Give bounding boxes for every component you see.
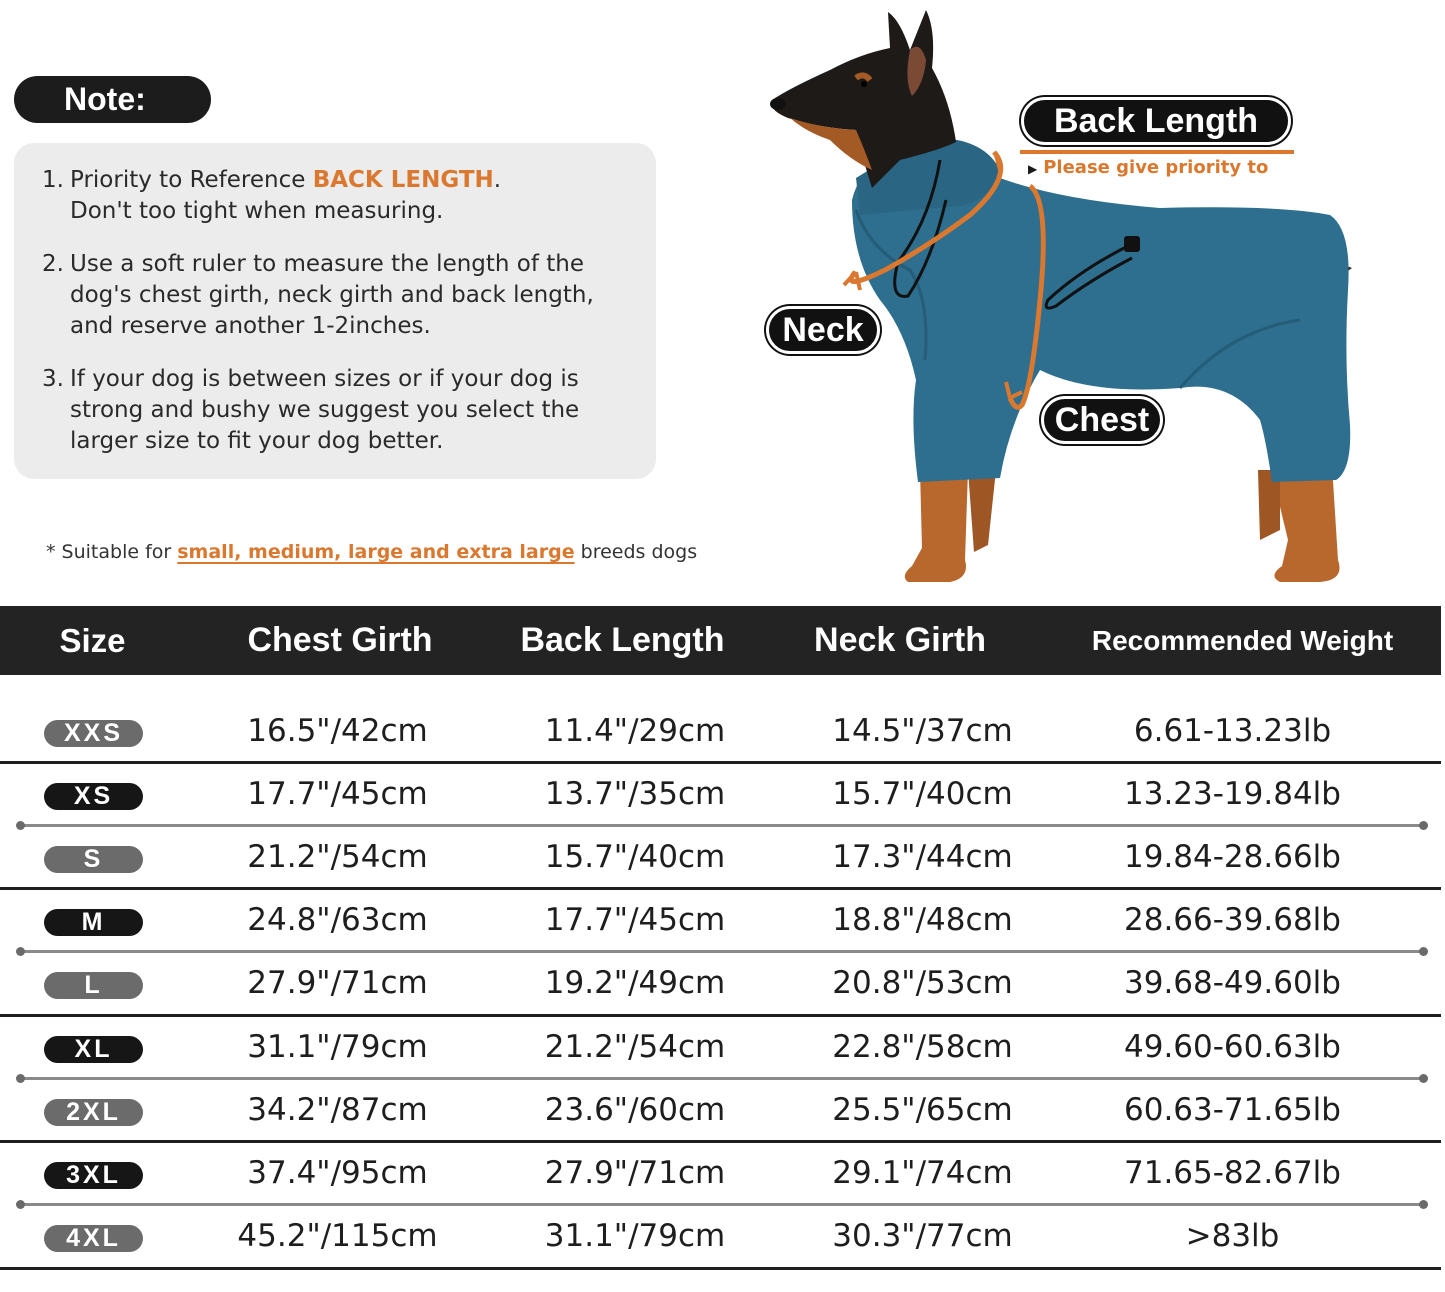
back-length-cell: 15.7"/40cm [544,839,726,875]
suitable-prefix: * Suitable for [46,541,178,563]
header-neck-girth: Neck Girth [814,621,986,659]
note-item-text: If your dog is between sizes or if your dog is strong and bushy we suggest you select the larger size to fit your dog better. [70,366,580,454]
back-length-cell: 13.7"/35cm [544,776,726,812]
weight-cell: 28.66-39.68lb [1124,902,1341,938]
row-divider [0,1014,1441,1017]
chest-girth-cell: 45.2"/115cm [237,1218,438,1254]
note-item-3 [42,364,636,457]
row-divider [0,761,1441,764]
neck-girth-cell: 25.5"/65cm [832,1092,1013,1128]
weight-cell: 49.60-60.63lb [1124,1029,1341,1065]
note-item-text [70,165,636,227]
table-row [0,952,1441,1015]
weight-cell: >83lb [1185,1218,1280,1254]
note-item-text: Use a soft ruler to measure the length of the dog's chest girth, neck girth and back length, and reserve another 1-2inches. [70,251,594,339]
neck-girth-cell: 18.8"/48cm [832,902,1013,938]
back-length-cell: 11.4"/29cm [544,713,726,749]
triangle-icon: ▶ [1028,162,1038,176]
chest-girth-cell: 17.7"/45cm [247,776,428,812]
header-back-length: Back Length [520,621,725,659]
back-length-cell: 21.2"/54cm [544,1029,726,1065]
note-item-2 [42,249,636,342]
back-length-priority: Please give priority to [1043,157,1269,178]
header-size: Size [59,622,126,659]
size-badge: XXS [44,720,143,747]
suitable-highlight: small, medium, large and extra large [177,541,575,563]
table-row [0,1205,1441,1268]
neck-girth-cell: 22.8"/58cm [832,1029,1013,1065]
weight-cell: 19.84-28.66lb [1124,839,1341,875]
back-length-label: Back Length [1021,97,1291,145]
back-length-cell: 31.1"/79cm [544,1218,726,1254]
table-row [0,763,1441,826]
note-item-number: 3. [42,366,64,392]
dog-illustration [760,0,1445,592]
row-divider [20,1077,1424,1080]
neck-girth-cell: 15.7"/40cm [832,776,1013,812]
size-badge: 3XL [44,1162,143,1189]
row-divider [20,824,1424,827]
note-title: Note: [14,76,211,123]
size-badge: XL [44,1036,143,1063]
note-text-line2: Don't too tight when measuring. [70,198,444,224]
note-item-1 [42,165,636,227]
row-divider [0,887,1441,890]
header-recommended-weight: Recommended Weight [1091,625,1394,656]
table-row [0,1142,1441,1205]
size-badge: 4XL [44,1225,143,1252]
chest-girth-cell: 16.5"/42cm [247,713,428,749]
chest-girth-cell: 21.2"/54cm [247,839,428,875]
neck-girth-cell: 17.3"/44cm [832,839,1013,875]
weight-cell: 39.68-49.60lb [1124,965,1341,1001]
header-chest-girth: Chest Girth [247,621,433,659]
note-item-number: 2. [42,251,64,277]
note-text-pre: Priority to Reference [70,167,313,193]
row-divider [20,950,1424,953]
back-length-subtext [1028,157,1268,178]
cord-lock [1124,236,1140,252]
front-leg-right [968,470,996,552]
weight-cell: 13.23-19.84lb [1124,776,1341,812]
table-row [0,1079,1441,1142]
chest-girth-cell: 31.1"/79cm [247,1029,428,1065]
neck-girth-cell: 20.8"/53cm [832,965,1013,1001]
back-length-cell: 19.2"/49cm [544,965,726,1001]
note-box [14,143,656,479]
size-badge: S [44,846,143,873]
note-text-post: . [493,167,502,193]
size-badge: M [44,909,143,936]
front-leg-left [905,470,968,582]
size-badge: L [44,972,143,999]
size-badge: 2XL [44,1099,143,1126]
neck-girth-cell: 14.5"/37cm [832,713,1013,749]
note-item-number: 1. [42,167,64,193]
row-divider [20,1203,1424,1206]
back-length-cell: 17.7"/45cm [544,902,726,938]
table-row [0,826,1441,889]
weight-cell: 6.61-13.23lb [1133,713,1332,749]
back-length-cell: 27.9"/71cm [544,1155,726,1191]
back-length-cell: 23.6"/60cm [544,1092,726,1128]
chest-girth-cell: 37.4"/95cm [247,1155,428,1191]
suitable-suffix: breeds dogs [574,541,698,563]
neck-girth-cell: 30.3"/77cm [832,1218,1013,1254]
weight-cell: 60.63-71.65lb [1124,1092,1341,1128]
size-table-header [0,606,1441,675]
row-divider [0,1267,1441,1270]
table-row [0,889,1441,952]
chest-girth-cell: 27.9"/71cm [247,965,428,1001]
chest-girth-cell: 34.2"/87cm [247,1092,428,1128]
dog-nose [770,98,786,110]
chest-label: Chest [1041,396,1163,444]
weight-cell: 71.65-82.67lb [1124,1155,1341,1191]
hind-leg-left [1270,465,1340,582]
neck-label: Neck [766,306,880,354]
row-divider [0,1140,1441,1143]
dog-drawing [760,0,1445,592]
size-badge: XS [44,783,143,810]
table-row [0,700,1441,763]
dog-eye [861,81,867,87]
chest-girth-cell: 24.8"/63cm [247,902,428,938]
back-length-underline [1020,150,1294,154]
suitable-note [46,541,697,563]
neck-girth-cell: 29.1"/74cm [832,1155,1013,1191]
note-highlight: BACK LENGTH [312,167,494,193]
table-row [0,1016,1441,1079]
